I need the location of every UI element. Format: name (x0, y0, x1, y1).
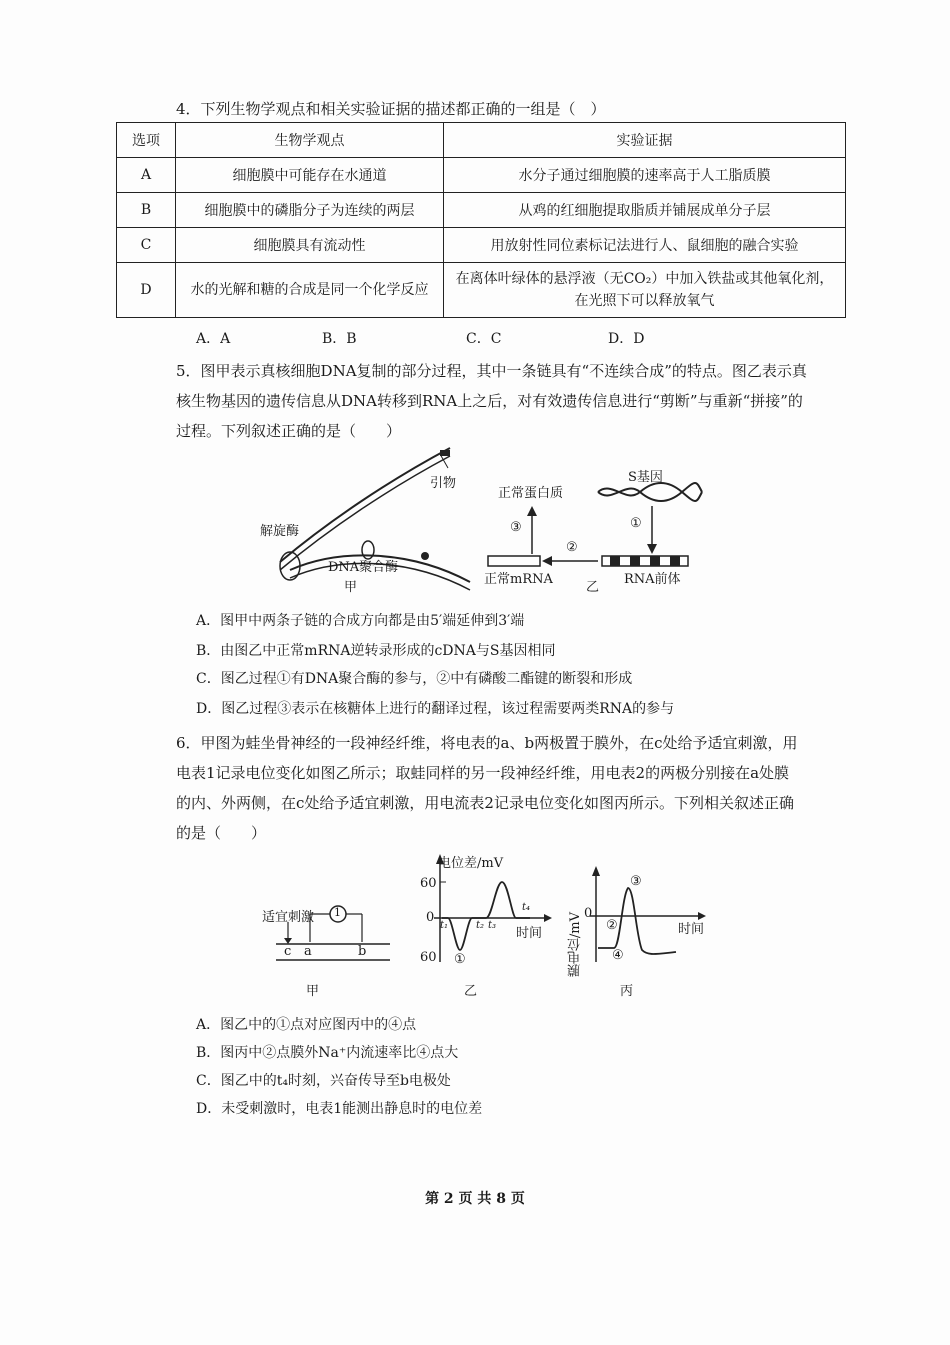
fig6-jia-caption: 甲 (306, 984, 320, 999)
fig5-yi-caption: 乙 (586, 580, 600, 595)
row-evidence: 用放射性同位素标记法进行人、鼠细胞的融合实验 (444, 228, 846, 263)
q5-stem-2: 核生物基因的遗传信息从DNA转移到RNA上之后，对有效遗传信息进行“剪断”与重新“拼接”的 (176, 392, 803, 410)
q6-option-a: A．图乙中的①点对应图丙中的④点 (196, 1017, 417, 1033)
helicase-label: 解旋酶 (260, 524, 300, 539)
table-header-option: 选项 (117, 123, 176, 158)
bing-point-4: ④ (612, 948, 624, 963)
row-option: A (117, 158, 176, 193)
yi-point-1: ① (454, 952, 466, 967)
row-evidence: 从鸡的红细胞提取脂质并铺展成单分子层 (444, 193, 846, 228)
row-option: C (117, 228, 176, 263)
fig5-jia-caption: 甲 (344, 580, 358, 595)
q4-choice-a: A．A (196, 331, 231, 347)
q6-option-d: D．未受刺激时，电表1能测出静息时的电位差 (196, 1101, 483, 1117)
normal-mrna-label: 正常mRNA (484, 572, 553, 587)
bing-ylabel: 膜电位/mV (568, 912, 583, 978)
page-footer: 第 2 页 共 8 页 (425, 1191, 525, 1207)
q4-choice-c: C．C (466, 331, 502, 347)
polymerase-label: DNA聚合酶 (328, 560, 399, 575)
yi-ylabel: 电位差/mV (438, 856, 504, 871)
row-view: 细胞膜中可能存在水通道 (176, 158, 444, 193)
q6-option-b: B．图丙中②点膜外Na⁺内流速率比④点大 (196, 1045, 459, 1061)
q6-stem-3: 的内、外两侧，在c处给予适宜刺激，用电流表2记录电位变化如图丙所示。下列相关叙述正确 (176, 794, 794, 812)
row-option: B (117, 193, 176, 228)
yi-y-bottom: 60 (420, 950, 437, 965)
step-2-label: ② (566, 540, 578, 555)
bing-zero: 0 (584, 906, 593, 921)
q4-stem: 4．下列生物学观点和相关实验证据的描述都正确的一组是（ ） (176, 100, 606, 118)
q5-stem-1: 5．图甲表示真核细胞DNA复制的部分过程，其中一条链具有“不连续合成”的特点。图乙表示真 (176, 362, 807, 380)
point-c-label: c (284, 944, 292, 959)
primer-label: 引物 (430, 476, 457, 491)
s-gene-label: S基因 (628, 470, 663, 485)
fig6-yi-caption: 乙 (464, 984, 478, 999)
table-row (117, 263, 846, 318)
row-view: 细胞膜具有流动性 (176, 228, 444, 263)
meter-1-label: 1 (334, 906, 341, 919)
table-header-view: 生物学观点 (176, 123, 444, 158)
yi-y-zero: 0 (426, 910, 435, 925)
q6-stem-2: 电表1记录电位变化如图乙所示；取蛙同样的另一段神经纤维，用电表2的两极分别接在a处膜 (176, 764, 790, 782)
helicase-shape (280, 552, 300, 580)
row-view: 细胞膜中的磷脂分子为连续的两层 (176, 193, 444, 228)
normal-protein-label: 正常蛋白质 (498, 486, 564, 501)
q5-option-d: D．图乙过程③表示在核糖体上进行的翻译过程，该过程需要两类RNA的参与 (196, 701, 675, 717)
q5-stem-3: 过程。下列叙述正确的是（ ） (176, 422, 402, 440)
table-header-evidence: 实验证据 (444, 123, 846, 158)
q6-stem-1: 6．甲图为蛙坐骨神经的一段神经纤维，将电表的a、b两极置于膜外，在c处给予适宜刺激，用 (176, 734, 798, 752)
row-option: D (117, 263, 176, 318)
yi-y-top: 60 (420, 876, 437, 891)
q5-option-b: B．由图乙中正常mRNA逆转录形成的cDNA与S基因相同 (196, 643, 556, 659)
step-3-label: ③ (510, 520, 522, 535)
fig6-bing-caption: 丙 (620, 984, 634, 999)
q6-stem-4: 的是（ ） (176, 824, 267, 842)
q5-option-a: A．图甲中两条子链的合成方向都是由5′端延伸到3′端 (196, 613, 525, 629)
bing-xlabel: 时间 (678, 922, 705, 937)
t1-label: t₁ (440, 920, 449, 931)
row-evidence-line1: 在离体叶绿体的悬浮液（无CO₂）中加入铁盐或其他氧化剂， (455, 271, 834, 287)
q4-choice-d: D．D (608, 331, 645, 347)
row-evidence-line2: 在光照下可以释放氧气 (574, 293, 715, 309)
point-b-label: b (358, 944, 367, 959)
bing-point-3: ③ (630, 874, 642, 889)
t2-label: t₂ (476, 920, 485, 931)
row-view: 水的光解和糖的合成是同一个化学反应 (176, 263, 444, 318)
step-1-label: ① (630, 516, 642, 531)
row-evidence (444, 263, 846, 318)
table-row (117, 158, 846, 193)
table-row (117, 228, 846, 263)
point-a-label: a (304, 944, 312, 959)
q5-option-c: C．图乙过程①有DNA聚合酶的参与，②中有磷酸二酯键的断裂和形成 (196, 671, 633, 687)
row-evidence: 水分子通过细胞膜的速率高于人工脂质膜 (444, 158, 846, 193)
q4-choice-b: B．B (322, 331, 357, 347)
table-row (117, 193, 846, 228)
yi-xlabel: 时间 (516, 926, 543, 941)
membrane-potential-graph (576, 866, 716, 966)
q4-table (116, 122, 846, 318)
stimulus-label: 适宜刺激 (262, 910, 315, 925)
q6-option-c: C．图乙中的t₄时刻，兴奋传导至b电极处 (196, 1073, 451, 1089)
t4-label: t₄ (522, 902, 531, 913)
bing-point-2: ② (606, 918, 618, 933)
rna-precursor-label: RNA前体 (624, 572, 681, 587)
t3-label: t₃ (488, 920, 497, 931)
